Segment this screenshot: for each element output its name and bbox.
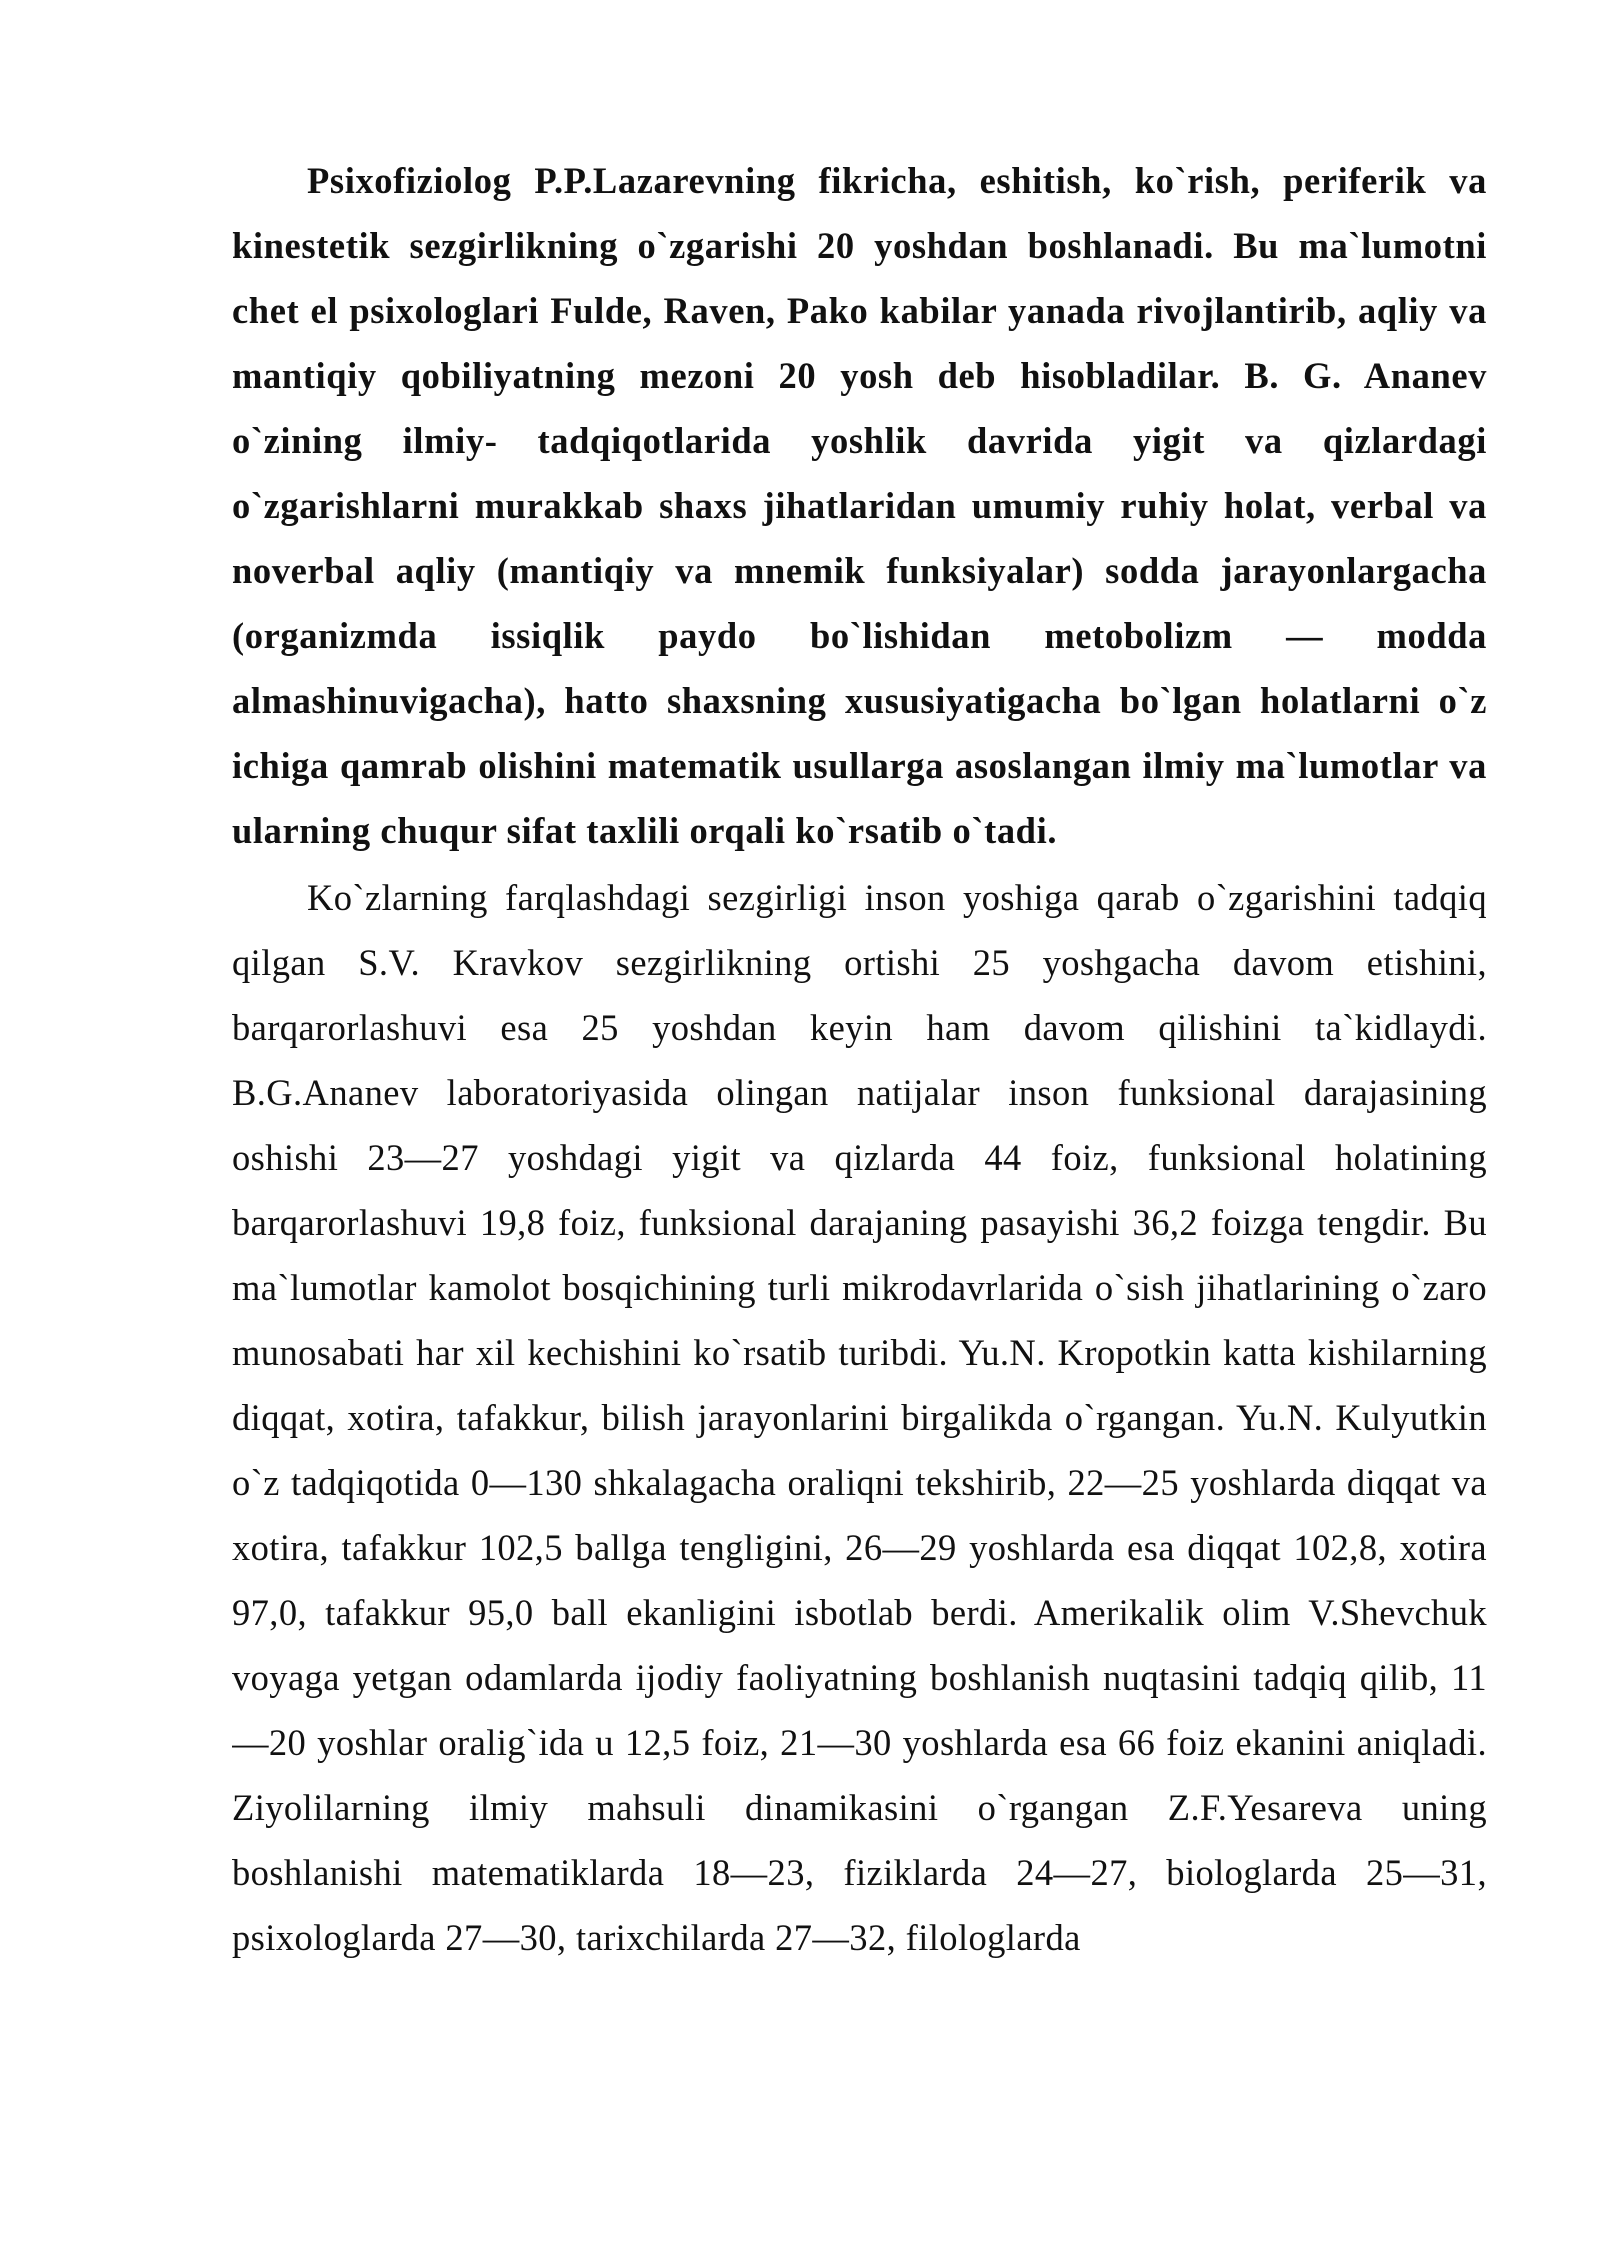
paragraph-kravkov-sensitivity: Ko`zlarning farqlashdagi sezgirligi inson yoshiga qarab o`zgarishini tadqiq qilgan S.V. Kravkov sezgirlikning ortishi 25 yoshgacha davom etishini, barqarorlashuvi esa 25 yoshdan keyin ham davom qilishini ta`kidlaydi. B.G.Ananev laboratoriyasida olingan natijalar inson funksional darajasining oshishi 23—27 yoshdagi yigit va qizlarda 44 foiz, funksional holatining barqarorlashuvi 19,8 foiz, funksional darajaning pasayishi 36,2 foizga tengdir. Bu ma`lumotlar kamolot bosqichining turli mikrodavrlarida o`sish jihatlarining o`zaro munosabati har xil kechishini ko`rsatib turibdi. Yu.N. Kropotkin katta kishilarning diqqat, xotira, tafakkur, bilish jarayonlarini birgalikda o`rgangan. Yu.N. Kulyutkin o`z tadqiqotida 0—130 shkalagacha oraliqni tekshirib, 22—25 yoshlarda diqqat va xotira, tafakkur 102,5 ballga tengligini, 26—29 yoshlarda esa diqqat 102,8, xotira 97,0, tafakkur 95,0 ball ekanligini isbotlab berdi. Amerikalik olim V.Shevchuk voyaga yetgan odamlarda ijodiy faoliyatning boshlanish nuqtasini tadqiq qilib, 11—20 yoshlar oralig`ida u 12,5 foiz, 21—30 yoshlarda esa 66 foiz ekanini aniqladi. Ziyolilarning ilmiy mahsuli dinamikasini o`rgangan Z.F.Yesareva uning boshlanishi matematiklarda 18—23, fiziklarda 24—27, biologlarda 25—31, psixologlarda 27—30, tarixchilarda 27—32, filologlarda <box>232 877 1487 1958</box>
document-page <box>232 148 1487 2100</box>
paragraph-lazarev-ananev: Psixofiziolog P.P.Lazarevning fikricha, eshitish, ko`rish, periferik va kinestetik sezgirlikning o`zgarishi 20 yoshdan boshlanadi. Bu ma`lumotni chet el psixologlari Fulde, Raven, Pako kabilar yanada rivojlantirib, aqliy va mantiqiy qobiliyatning mezoni 20 yosh deb hisobladilar. B. G. Ananev o`zining ilmiy- tadqiqotlarida yoshlik davrida yigit va qizlardagi o`zgarishlarni murakkab shaxs jihatlaridan umumiy ruhiy holat, verbal va noverbal aqliy (mantiqiy va mnemik funksiyalar) sodda jarayonlargacha (organizmda issiqlik paydo bo`lishidan metobolizm — modda almashinuvigacha), hatto shaxsning xususiyatigacha bo`lgan holatlarni o`z ichiga qamrab olishini matematik usullarga asoslangan ilmiy ma`lumotlar va ularning chuqur sifat taxlili orqali ko`rsatib o`tadi. <box>232 160 1487 851</box>
